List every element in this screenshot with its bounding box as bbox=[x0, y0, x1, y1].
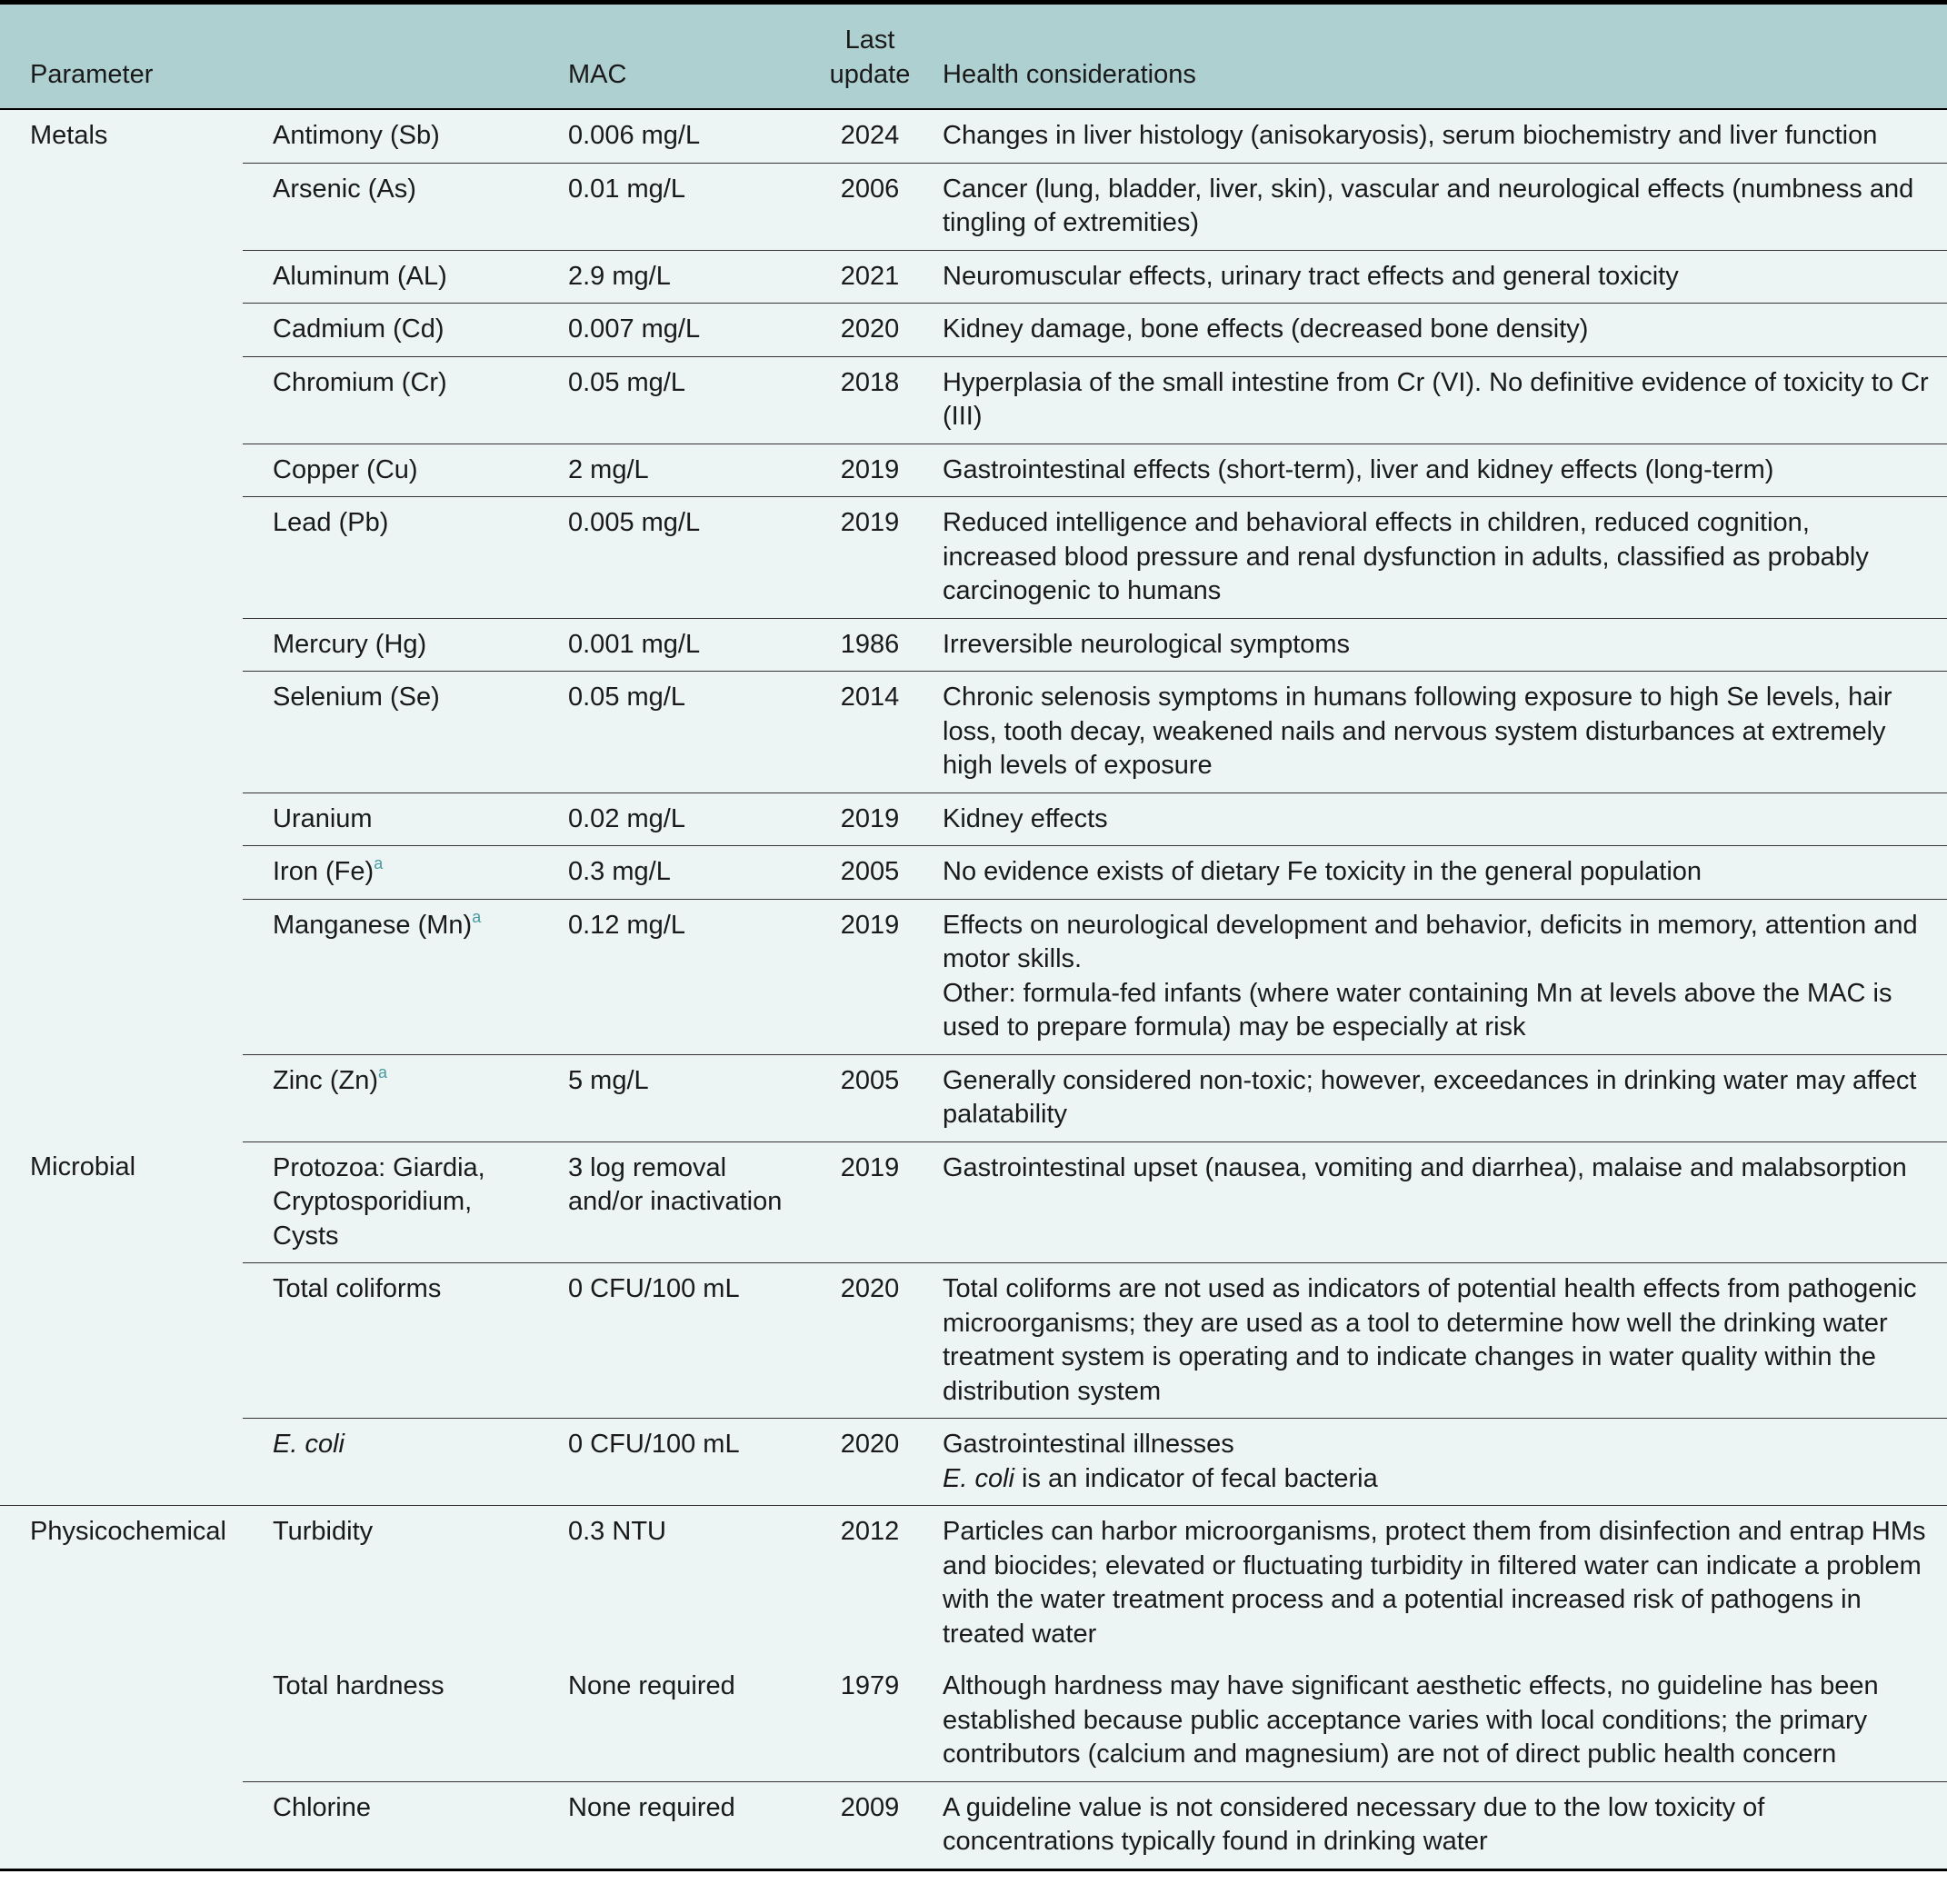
parameter-cell: Protozoa: Giardia, Cryptosporidium, Cysts bbox=[243, 1141, 538, 1263]
header-parameter: Parameter bbox=[0, 3, 243, 110]
mac-cell: 0.05 mg/L bbox=[538, 672, 797, 793]
table-body bbox=[0, 109, 1947, 1869]
health-cell: Reduced intelligence and behavioral effects in children, reduced cognition, increased blood pressure and renal dysfunction in adults, classified as probably carcinogenic to humans bbox=[943, 497, 1947, 619]
mac-cell: None required bbox=[538, 1781, 797, 1869]
health-cell bbox=[943, 899, 1947, 1054]
health-cell: Kidney effects bbox=[943, 793, 1947, 846]
year-cell: 2019 bbox=[797, 497, 943, 619]
health-cell: Neuromuscular effects, urinary tract effects and general toxicity bbox=[943, 250, 1947, 304]
mac-cell: 0.02 mg/L bbox=[538, 793, 797, 846]
table-row bbox=[0, 1141, 1947, 1263]
health-text: Gastrointestinal illnesses bbox=[943, 1430, 1234, 1459]
year-cell: 2018 bbox=[797, 356, 943, 444]
header-mac: MAC bbox=[538, 3, 797, 110]
parameter-cell: Mercury (Hg) bbox=[243, 618, 538, 672]
parameter-cell: Selenium (Se) bbox=[243, 672, 538, 793]
table-row bbox=[0, 899, 1947, 1054]
parameter-cell: Total coliforms bbox=[243, 1263, 538, 1419]
health-cell: Chronic selenosis symptoms in humans following exposure to high Se levels, hair loss, tooth decay, weakened nails and nervous system disturbances at extremely high levels of exposure bbox=[943, 672, 1947, 793]
year-cell: 2019 bbox=[797, 1141, 943, 1263]
mac-cell: 0.3 mg/L bbox=[538, 846, 797, 900]
table-row bbox=[0, 304, 1947, 357]
mac-cell: 0.005 mg/L bbox=[538, 497, 797, 619]
table-row bbox=[0, 1781, 1947, 1869]
parameter-cell: Total hardness bbox=[243, 1660, 538, 1781]
organism-name: E. coli bbox=[943, 1463, 1014, 1493]
health-cell: Irreversible neurological symptoms bbox=[943, 618, 1947, 672]
health-cell: Generally considered non-toxic; however, exceedances in drinking water may affect palatability bbox=[943, 1054, 1947, 1141]
health-cell: No evidence exists of dietary Fe toxicity in the general population bbox=[943, 846, 1947, 900]
table-row bbox=[0, 356, 1947, 444]
health-cell: Cancer (lung, bladder, liver, skin), vascular and neurological effects (numbness and tingling of extremities) bbox=[943, 163, 1947, 250]
mac-cell: 0.12 mg/L bbox=[538, 899, 797, 1054]
parameter-cell bbox=[243, 846, 538, 900]
header-blank bbox=[243, 3, 538, 110]
mac-cell: 0 CFU/100 mL bbox=[538, 1263, 797, 1419]
year-cell: 2005 bbox=[797, 846, 943, 900]
parameter-cell: Chromium (Cr) bbox=[243, 356, 538, 444]
year-cell: 1986 bbox=[797, 618, 943, 672]
parameter-cell bbox=[243, 1054, 538, 1141]
parameter-cell: Chlorine bbox=[243, 1781, 538, 1869]
health-text-second bbox=[943, 1462, 1929, 1497]
mac-cell: 0.01 mg/L bbox=[538, 163, 797, 250]
health-cell: Hyperplasia of the small intestine from Cr (VI). No definitive evidence of toxicity to Cr (III) bbox=[943, 356, 1947, 444]
parameter-cell: Copper (Cu) bbox=[243, 444, 538, 497]
health-text: Effects on neurological development and behavior, deficits in memory, attention and motor skills. bbox=[943, 910, 1918, 973]
table-header bbox=[0, 3, 1947, 110]
health-cell bbox=[943, 1419, 1947, 1506]
mac-cell: 0.006 mg/L bbox=[538, 109, 797, 163]
footnote-marker[interactable]: a bbox=[374, 854, 384, 872]
health-cell: Although hardness may have significant aesthetic effects, no guideline has been established because public acceptance varies with local conditions; the primary contributors (calcium and magnesium) are not of direct public health concern bbox=[943, 1660, 1947, 1781]
parameter-cell: Antimony (Sb) bbox=[243, 109, 538, 163]
parameter-cell: Lead (Pb) bbox=[243, 497, 538, 619]
mac-cell: 0.001 mg/L bbox=[538, 618, 797, 672]
health-cell: Particles can harbor microorganisms, protect them from disinfection and entrap HMs and biocides; elevated or fluctuating turbidity in filtered water can indicate a problem with the water treatment process and a potential increased risk of pathogens in treated water bbox=[943, 1517, 1926, 1649]
year-cell: 2009 bbox=[797, 1781, 943, 1869]
table-row bbox=[0, 1263, 1947, 1419]
table-row bbox=[0, 250, 1947, 304]
header-row bbox=[0, 3, 1947, 110]
table-row bbox=[0, 793, 1947, 846]
health-cell: Changes in liver histology (anisokaryosis), serum biochemistry and liver function bbox=[943, 109, 1947, 163]
year-cell: 2005 bbox=[797, 1054, 943, 1141]
year-cell: 2019 bbox=[797, 899, 943, 1054]
header-last-update bbox=[797, 3, 943, 110]
mac-cell: 2 mg/L bbox=[538, 444, 797, 497]
table-row bbox=[0, 444, 1947, 497]
parameter-name: Manganese (Mn) bbox=[273, 910, 473, 940]
header-last-update-line1: Last bbox=[844, 25, 895, 55]
year-cell: 2021 bbox=[797, 250, 943, 304]
health-cell: A guideline value is not considered necessary due to the low toxicity of concentrations typically found in drinking water bbox=[943, 1781, 1947, 1869]
year-cell: 2020 bbox=[797, 1263, 943, 1419]
table-row bbox=[0, 109, 1947, 163]
mac-cell: 3 log removal and/or inactivation bbox=[538, 1141, 797, 1263]
table-row bbox=[0, 497, 1947, 619]
table-row bbox=[0, 1054, 1947, 1141]
parameter-name: Zinc (Zn) bbox=[273, 1065, 378, 1095]
table-row bbox=[0, 846, 1947, 900]
health-text-rest: is an indicator of fecal bacteria bbox=[1013, 1463, 1378, 1493]
table-row bbox=[0, 163, 1947, 250]
year-cell: 2020 bbox=[797, 1419, 943, 1506]
mac-cell: 0.3 NTU bbox=[568, 1517, 666, 1546]
group-label-metals: Metals bbox=[30, 121, 108, 150]
parameter-cell bbox=[243, 899, 538, 1054]
year-cell: 2020 bbox=[797, 304, 943, 357]
year-cell: 2024 bbox=[797, 109, 943, 163]
header-health-considerations: Health considerations bbox=[943, 3, 1947, 110]
year-cell: 1979 bbox=[797, 1660, 943, 1781]
year-cell: 2012 bbox=[840, 1517, 900, 1546]
table-row bbox=[0, 1506, 1947, 1661]
parameter-cell: E. coli bbox=[243, 1419, 538, 1506]
year-cell: 2019 bbox=[797, 444, 943, 497]
year-cell: 2006 bbox=[797, 163, 943, 250]
health-text-other: Other: formula-fed infants (where water containing Mn at levels above the MAC is used to prepare formula) may be especially at risk bbox=[943, 978, 1892, 1042]
year-cell: 2014 bbox=[797, 672, 943, 793]
mac-cell: 0.05 mg/L bbox=[538, 356, 797, 444]
mac-cell: None required bbox=[538, 1660, 797, 1781]
table-row bbox=[0, 1419, 1947, 1506]
parameter-cell: Cadmium (Cd) bbox=[243, 304, 538, 357]
parameter-cell: Turbidity bbox=[273, 1517, 374, 1546]
table-row bbox=[0, 1660, 1947, 1781]
table-row bbox=[0, 618, 1947, 672]
group-label-physicochemical: Physicochemical bbox=[0, 1506, 243, 1870]
year-cell: 2019 bbox=[797, 793, 943, 846]
health-cell: Total coliforms are not used as indicators of potential health effects from pathogenic microorganisms; they are used as a tool to determine how well the drinking water treatment system is operating and to indicate changes in water quality within the distribution system bbox=[943, 1263, 1947, 1419]
footnote-marker[interactable]: a bbox=[472, 907, 482, 926]
mac-cell: 0 CFU/100 mL bbox=[538, 1419, 797, 1506]
parameter-cell: Uranium bbox=[243, 793, 538, 846]
group-label-microbial: Microbial bbox=[0, 1141, 243, 1506]
mac-cell: 5 mg/L bbox=[538, 1054, 797, 1141]
health-cell: Kidney damage, bone effects (decreased bone density) bbox=[943, 304, 1947, 357]
parameter-cell: Aluminum (AL) bbox=[243, 250, 538, 304]
footnote-marker[interactable]: a bbox=[378, 1062, 388, 1082]
health-cell: Gastrointestinal effects (short-term), liver and kidney effects (long-term) bbox=[943, 444, 1947, 497]
mac-cell: 0.007 mg/L bbox=[538, 304, 797, 357]
header-last-update-line2: update bbox=[829, 59, 911, 89]
table-row bbox=[0, 672, 1947, 793]
mac-cell: 2.9 mg/L bbox=[538, 250, 797, 304]
parameter-name: Iron (Fe) bbox=[273, 857, 374, 886]
parameter-cell: Arsenic (As) bbox=[243, 163, 538, 250]
health-cell: Gastrointestinal upset (nausea, vomiting and diarrhea), malaise and malabsorption bbox=[943, 1141, 1947, 1263]
